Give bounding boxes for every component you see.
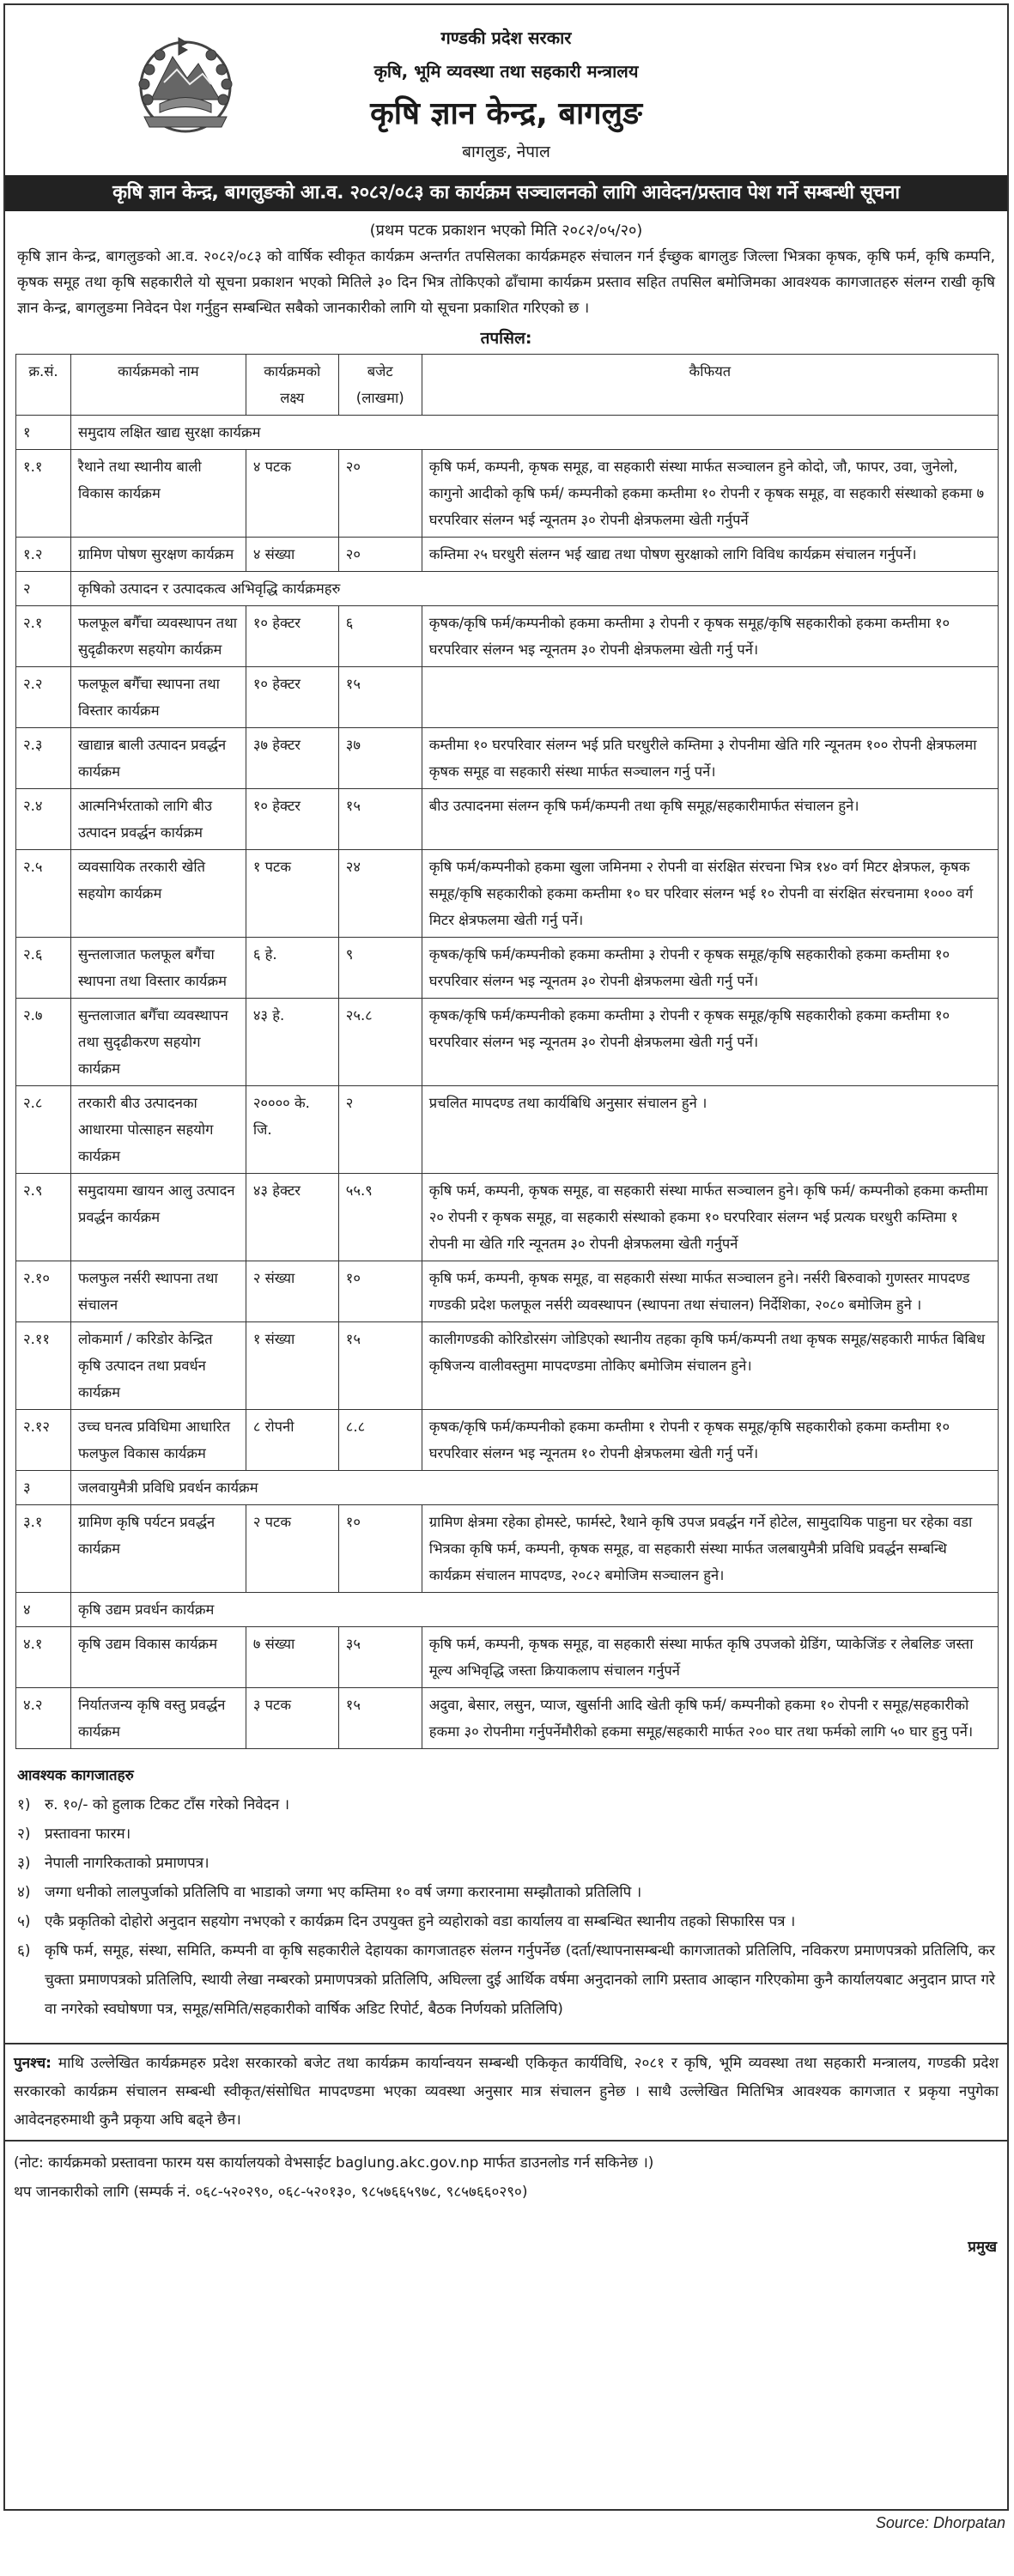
cell-serial: २.१२: [16, 1410, 71, 1471]
cell-remarks: कृषि फर्म/कम्पनीको हकमा खुला जमिनमा २ रोपनी वा संरक्षित संरचना भित्र १४० वर्ग मिटर क्षेत्रफल, कृषक समूह/कृषि सहकारीको हकमा कम्तीमा १० घर परिवार संलग्न भई १० रोपनी वा संरक्षित संरचनामा १००० वर्ग मिटर क्षेत्रफलमा खेती गर्नु पर्ने।: [422, 850, 998, 938]
cell-serial: २.६: [16, 938, 71, 999]
cell-serial: १.१: [16, 450, 71, 538]
cell-program-name: फलफूल बगैँचा स्थापना तथा विस्तार कार्यक्रम: [70, 667, 246, 728]
cell-program-name: फलफुल नर्सरी स्थापना तथा संचालन: [70, 1261, 246, 1322]
cell-budget: २: [338, 1086, 422, 1174]
cell-budget: १५: [338, 667, 422, 728]
cell-budget: ३५: [338, 1627, 422, 1688]
note-contact: थप जानकारीको लागि (सम्पर्क नं. ०६८-५२०२९०, ०६८-५२०१३०, ९८५७६६५९७८, ९८५७६६०२९०): [14, 2184, 528, 2201]
cell-target: २ संख्या: [246, 1261, 338, 1322]
cell-program-name: सुन्तलाजात बगैँचा व्यवस्थापन तथा सुदृढीकरण सहयोग कार्यक्रम: [70, 999, 246, 1086]
cell-target: १० हेक्टर: [246, 606, 338, 667]
cell-target: ४ संख्या: [246, 538, 338, 572]
cell-program-name: उच्च घनत्व प्रविधिमा आधारित फलफुल विकास कार्यक्रम: [70, 1410, 246, 1471]
cell-budget: ६: [338, 606, 422, 667]
cell-remarks: कृषक/कृषि फर्म/कम्पनीको हकमा कम्तीमा ३ रोपनी र कृषक समूह/कृषि सहकारीको हकमा कम्तीमा १० घरपरिवार संलग्न भइ न्यूनतम ३० रोपनी क्षेत्रफलमा खेती गर्नु पर्ने।: [422, 606, 998, 667]
list-item: [17, 1849, 995, 1878]
cell-remarks: कम्तिमा २५ घरधुरी संलग्न भई खाद्य तथा पोषण सुरक्षाको लागि विविध कार्यक्रम संचालन गर्नुपर्ने।: [422, 538, 998, 572]
cell-serial: २.३: [16, 728, 71, 789]
list-item-text: कृषि फर्म, समूह, संस्था, समिति, कम्पनी वा कृषि सहकारीले देहायका कागजातहरु संलग्न गर्नुपर्नेछ (दर्ता/स्थापनासम्बन्धी कागजातको प्रतिलिपि, नविकरण प्रमाणपत्रको प्रतिलिपि, कर चुक्ता प्रमाणपत्रको प्रतिलिपि, स्थायी लेखा नम्बरको प्रमाणपत्रको प्रतिलिपि, अघिल्ला दुई आर्थिक वर्षमा अनुदानको लागि प्रस्ताव आव्हान गरिएकोमा कुनै कार्यालयबाट अनुदान प्राप्त गरे वा नगरेको स्वघोषणा पत्र, समूह/समिति/सहकारीको वार्षिक अडिट रिपोर्ट, बैठक निर्णयको प्रतिलिपि): [45, 1942, 995, 2018]
header-program-name: कार्यक्रमको नाम: [70, 355, 246, 416]
cell-remarks: ग्रामिण क्षेत्रमा रहेका होमस्टे, फार्मस्टे, रैथाने कृषि उपज प्रवर्द्धन गर्ने होटेल, सामुदायिक पाहुना घर रहेका वडा भित्रका कृषि फर्म, कम्पनी, कृषक समूह, वा सहकारी संस्था मार्फत जलबायुमैत्री प्रविधि प्रवर्द्धन सम्बन्धि कार्यक्रम संचालन मापदण्ड, २०८२ बमोजिम सञ्चालन हुने।: [422, 1505, 998, 1593]
cell-remarks: कृषि फर्म, कम्पनी, कृषक समूह, वा सहकारी संस्था मार्फत सञ्चालन हुने। कृषि फर्म/ कम्पनीको हकमा कम्तीमा २० रोपनी र कृषक समूह, वा सहकारी संस्थाको हकमा १० घरपरिवार संलग्न भई प्रत्यक घरधुरी कम्तिमा १ रोपनी मा खेति गरि न्यूनतम ३० रोपनी क्षेत्रफलमा खेती गर्नुपर्ने: [422, 1174, 998, 1261]
intro-paragraph: कृषि ज्ञान केन्द्र, बागलुङको आ.व. २०८२/०८३ को वार्षिक स्वीकृत कार्यक्रम अन्तर्गत तपसिलका कार्यक्रमहरु संचालन गर्न ईच्छुक बागलुङ जिल्ला भित्रका कृषक, कृषि फर्म, कृषि कम्पनि, कृषक समूह तथा कृषि सहकारीले यो सूचना प्रकाशन भएको मितिले ३० दिन भित्र तोकिएको ढाँचामा कार्यक्रम प्रस्ताव सहित तपसिल बमोजिमका आवश्यक कागजातहरु संलग्न राखी कृषि ज्ञान केन्द्र, बागलुङमा निवेदन पेश गर्नुहुन सम्बन्धित सबैको जानकारीको लागि यो सूचना प्रकाशित गरिएको छ ।: [17, 248, 995, 317]
cell-remarks: कृषक/कृषि फर्म/कम्पनीको हकमा कम्तीमा ३ रोपनी र कृषक समूह/कृषि सहकारीको हकमा कम्तीमा १० घरपरिवार संलग्न भइ न्यूनतम ३० रोपनी क्षेत्रफलमा खेती गर्नु पर्ने।: [422, 938, 998, 999]
cell-budget: १५: [338, 1322, 422, 1410]
office-name: कृषि ज्ञान केन्द्र, बागलुङ: [370, 96, 642, 131]
cell-budget: ३७: [338, 728, 422, 789]
cell-budget: १०: [338, 1261, 422, 1322]
section-title: कृषि उद्यम प्रवर्धन कार्यक्रम: [70, 1593, 998, 1627]
cell-budget: २५.८: [338, 999, 422, 1086]
table-row: [16, 938, 999, 999]
postscript-text: माथि उल्लेखित कार्यक्रमहरु प्रदेश सरकारको बजेट तथा कार्यक्रम कार्यान्वयन सम्बन्धी एकिकृत कार्यविधि, २०८१ र कृषि, भूमि व्यवस्था तथा सहकारी मन्त्रालय, गण्डकी प्रदेश सरकारको कार्यक्रम संचालन सम्बन्धी स्वीकृत/संसोधित मापदण्डमा भएका व्यवस्था अनुसार मात्र संचालन हुनेछ । साथै उल्लेखित मितिभित्र आवश्यक कागजात र प्रकृया नपुगेका आवेदनहरुमाथी कुनै प्रकृया अघि बढ्ने छैन।: [14, 2055, 999, 2129]
cell-program-name: समुदायमा खायन आलु उत्पादन प्रवर्द्धन कार्यक्रम: [70, 1174, 246, 1261]
list-item-number: ५): [17, 1913, 31, 1930]
cell-program-name: लोकमार्ग / करिडोर केन्द्रित कृषि उत्पादन तथा प्रवर्धन कार्यक्रम: [70, 1322, 246, 1410]
section-number: ३: [16, 1471, 71, 1505]
required-documents-title: आवश्यक कागजातहरु: [17, 1767, 134, 1784]
list-item-text: एकै प्रकृतिको दोहोरो अनुदान सहयोग नभएको र कार्यक्रम दिन उपयुक्त हुने व्यहोराको वडा कार्यालय वा सम्बन्धित स्थानीय तहको सिफारिस पत्र ।: [45, 1913, 796, 1930]
cell-budget: २०: [338, 538, 422, 572]
section-row: [16, 1593, 999, 1627]
section-title: कृषिको उत्पादन र उत्पादकत्व अभिवृद्धि कार्यक्रमहरु: [70, 572, 998, 606]
cell-budget: १०: [338, 1505, 422, 1593]
cell-target: २ पटक: [246, 1505, 338, 1593]
postscript-label: पुनश्च:: [14, 2055, 52, 2072]
table-row: [16, 1627, 999, 1688]
cell-target: १ संख्या: [246, 1322, 338, 1410]
table-body: [16, 416, 999, 1749]
cell-program-name: फलफूल बगैँचा व्यवस्थापन तथा सुदृढीकरण सहयोग कार्यक्रम: [70, 606, 246, 667]
table-row: [16, 1322, 999, 1410]
cell-serial: २.१: [16, 606, 71, 667]
table-row: [16, 606, 999, 667]
table-row: [16, 1086, 999, 1174]
cell-program-name: खाद्यान्न बाली उत्पादन प्रवर्द्धन कार्यक्रम: [70, 728, 246, 789]
cell-target: १० हेक्टर: [246, 667, 338, 728]
cell-remarks: प्रचलित मापदण्ड तथा कार्यबिधि अनुसार संचालन हुने ।: [422, 1086, 998, 1174]
cell-serial: २.५: [16, 850, 71, 938]
cell-remarks: अदुवा, बेसार, लसुन, प्याज, खुर्सानी आदि खेती कृषि फर्म/ कम्पनीको हकमा १० रोपनी र समूह/सहकारीको हकमा ३० रोपनीमा गर्नुपर्नेमौरीको हकमा समूह/सहकारी मार्फत २०० घार तथा फर्मको लागि ५० घार हुनु पर्ने।: [422, 1688, 998, 1749]
cell-remarks: [422, 667, 998, 728]
cell-target: ३ पटक: [246, 1688, 338, 1749]
cell-serial: २.४: [16, 789, 71, 850]
cell-target: ४३ हेक्टर: [246, 1174, 338, 1261]
cell-budget: ९: [338, 938, 422, 999]
table-row: [16, 999, 999, 1086]
cell-remarks: कृषि फर्म, कम्पनी, कृषक समूह, वा सहकारी संस्था मार्फत सञ्चालन हुने। नर्सरी बिरुवाको गुणस्तर मापदण्ड गण्डकी प्रदेश फलफूल नर्सरी व्यवस्थापन (स्थापना तथा संचालन) निर्देशिका, २०८० बमोजिम हुने ।: [422, 1261, 998, 1322]
cell-target: ४३ हे.: [246, 999, 338, 1086]
cell-target: ८ रोपनी: [246, 1410, 338, 1471]
section-row: [16, 416, 999, 450]
ministry-name: कृषि, भूमि व्यवस्था तथा सहकारी मन्त्रालय: [373, 61, 639, 82]
cell-program-name: तरकारी बीउ उत्पादनका आधारमा पोत्साहन सहयोग कार्यक्रम: [70, 1086, 246, 1174]
cell-remarks: कालीगण्डकी कोरिडोरसंग जोडिएको स्थानीय तहका कृषि फर्म/कम्पनी तथा कृषक समूह/सहकारी मार्फत बिबिध कृषिजन्य वालीवस्तुमा मापदण्डमा तोकिए बमोजिम संचालन हुने।: [422, 1322, 998, 1410]
section-number: १: [16, 416, 71, 450]
cell-serial: १.२: [16, 538, 71, 572]
cell-serial: २.११: [16, 1322, 71, 1410]
source-credit: Source: Dhorpatan: [875, 2514, 1005, 2531]
section-title: समुदाय लक्षित खाद्य सुरक्षा कार्यक्रम: [70, 416, 998, 450]
cell-serial: २.७: [16, 999, 71, 1086]
cell-remarks: कृषक/कृषि फर्म/कम्पनीको हकमा कम्तीमा १ रोपनी र कृषक समूह/कृषि सहकारीको हकमा कम्तीमा १० घरपरिवार संलग्न भइ न्यूनतम १० रोपनी क्षेत्रफलमा खेती गर्नु पर्ने।: [422, 1410, 998, 1471]
cell-budget: २०: [338, 450, 422, 538]
cell-program-name: सुन्तलाजात फलफूल बगैंचा स्थापना तथा विस्तार कार्यक्रम: [70, 938, 246, 999]
cell-program-name: रैथाने तथा स्थानीय बाली विकास कार्यक्रम: [70, 450, 246, 538]
section-title: जलवायुमैत्री प्रविधि प्रवर्धन कार्यक्रम: [70, 1471, 998, 1505]
signature-title: प्रमुख: [968, 2239, 997, 2256]
table-row: [16, 850, 999, 938]
cell-target: ७ संख्या: [246, 1627, 338, 1688]
table-row: [16, 1410, 999, 1471]
cell-serial: २.९: [16, 1174, 71, 1261]
cell-program-name: आत्मनिर्भरताको लागि बीउ उत्पादन प्रवर्द्धन कार्यक्रम: [70, 789, 246, 850]
header-budget: बजेट (लाखमा): [338, 355, 422, 416]
cell-target: ३७ हेक्टर: [246, 728, 338, 789]
table-row: [16, 728, 999, 789]
cell-target: १ पटक: [246, 850, 338, 938]
list-item: [17, 1936, 995, 2024]
cell-remarks: कृषि फर्म, कम्पनी, कृषक समूह, वा सहकारी संस्था मार्फत कृषि उपजको ग्रेडिंग, प्याकेजिंङ र लेबलिङ जस्ता मूल्य अभिवृद्धि जस्ता क्रियाकलाप संचालन गर्नुपर्ने: [422, 1627, 998, 1688]
note-website: (नोट: कार्यक्रमको प्रस्तावना फारम यस कार्यालयको वेभसाईट baglung.akc.gov.np मार्फत डाउनलोड गर्न सकिनेछ ।): [14, 2154, 654, 2172]
letterhead: [5, 5, 1007, 175]
cell-budget: २४: [338, 850, 422, 938]
table-row: [16, 667, 999, 728]
postscript: [5, 2043, 1007, 2142]
cell-budget: १५: [338, 1688, 422, 1749]
table-row: [16, 1688, 999, 1749]
cell-serial: ३.१: [16, 1505, 71, 1593]
list-item: [17, 1820, 995, 1849]
table-row: [16, 538, 999, 572]
publication-date: (प्रथम पटक प्रकाशन भएको मिति २०८२/०५/२०): [369, 222, 643, 240]
cell-program-name: कृषि उद्यम विकास कार्यक्रम: [70, 1627, 246, 1688]
cell-remarks: कृषक/कृषि फर्म/कम्पनीको हकमा कम्तीमा ३ रोपनी र कृषक समूह/कृषि सहकारीको हकमा कम्तीमा १० घरपरिवार संलग्न भइ न्यूनतम ३० रोपनी क्षेत्रफलमा खेती गर्नु पर्ने।: [422, 999, 998, 1086]
section-row: [16, 1471, 999, 1505]
list-item-number: ६): [17, 1942, 31, 1959]
table-row: [16, 1505, 999, 1593]
cell-remarks: कृषि फर्म, कम्पनी, कृषक समूह, वा सहकारी संस्था मार्फत सञ्चालन हुने कोदो, जौ, फापर, उवा, जुनेलो, कागुनो आदीको कृषि फर्म/ कम्पनीको हकमा कम्तीमा १० रोपनी र कृषक समूह, वा सहकारी संस्थाको हकमा ७ घरपरिवार संलग्न भई न्यूनतम ३० रोपनी क्षेत्रफलमा खेती गर्नुपर्ने: [422, 450, 998, 538]
list-item-text: प्रस्तावना फारम।: [45, 1826, 131, 1843]
cell-serial: २.२: [16, 667, 71, 728]
table-row: [16, 1174, 999, 1261]
cell-budget: ५५.९: [338, 1174, 422, 1261]
header-serial: क्र.सं.: [16, 355, 71, 416]
list-item-number: १): [17, 1796, 31, 1814]
header-remarks: कैफियत: [422, 355, 998, 416]
table-row: [16, 789, 999, 850]
section-number: २: [16, 572, 71, 606]
province-government: गण्डकी प्रदेश सरकार: [440, 27, 572, 48]
cell-budget: ८.८: [338, 1410, 422, 1471]
list-item-number: ३): [17, 1855, 31, 1872]
cell-target: ६ हे.: [246, 938, 338, 999]
list-item: [17, 1878, 995, 1907]
cell-budget: १५: [338, 789, 422, 850]
list-item-number: २): [17, 1826, 31, 1843]
office-location: बागलुङ, नेपाल: [462, 143, 550, 161]
list-item-text: नेपाली नागरिकताको प्रमाणपत्र।: [45, 1855, 209, 1872]
required-documents: [5, 1749, 1007, 2024]
list-item: [17, 1907, 995, 1936]
cell-serial: ४.१: [16, 1627, 71, 1688]
notice-title: कृषि ज्ञान केन्द्र, बागलुङको आ.व. २०८२/०८३ का कार्यक्रम सञ्चालनको लागि आवेदन/प्रस्ताव पेश गर्ने सम्बन्धी सूचना: [5, 175, 1007, 211]
program-table: [15, 354, 999, 1749]
header-target: कार्यक्रमको लक्ष्य: [246, 355, 338, 416]
list-item: [17, 1790, 995, 1820]
list-item-text: रु. १०/- को हुलाक टिकट टाँस गरेको निवेदन ।: [45, 1796, 290, 1814]
table-row: [16, 1261, 999, 1322]
cell-remarks: बीउ उत्पादनमा संलग्न कृषि फर्म/कम्पनी तथा कृषि समूह/सहकारीमार्फत संचालन हुने।: [422, 789, 998, 850]
table-row: [16, 450, 999, 538]
cell-program-name: निर्यातजन्य कृषि वस्तु प्रवर्द्धन कार्यक्रम: [70, 1688, 246, 1749]
section-number: ४: [16, 1593, 71, 1627]
table-header-row: [16, 355, 999, 416]
cell-serial: २.१०: [16, 1261, 71, 1322]
cell-serial: २.८: [16, 1086, 71, 1174]
list-item-text: जग्गा धनीको लालपुर्जाको प्रतिलिपि वा भाडाको जग्गा भए कम्तिमा १० वर्ष जग्गा करारनामा सम्झौताको प्रतिलिपि ।: [45, 1884, 642, 1901]
section-row: [16, 572, 999, 606]
details-heading: तपसिल:: [480, 329, 532, 348]
cell-target: १० हेक्टर: [246, 789, 338, 850]
notice-page: [3, 3, 1009, 2511]
required-documents-list: [17, 1790, 995, 2024]
cell-program-name: ग्रामिण कृषि पर्यटन प्रवर्द्धन कार्यक्रम: [70, 1505, 246, 1593]
cell-program-name: व्यवसायिक तरकारी खेति सहयोग कार्यक्रम: [70, 850, 246, 938]
cell-target: २०००० के. जि.: [246, 1086, 338, 1174]
cell-serial: ४.२: [16, 1688, 71, 1749]
cell-remarks: कम्तीमा १० घरपरिवार संलग्न भई प्रति घरधुरीले कम्तिमा ३ रोपनीमा खेति गरि न्यूनतम १०० रोपनी क्षेत्रफलमा कृषक समूह वा सहकारी संस्था मार्फत सञ्चालन गर्नु पर्ने।: [422, 728, 998, 789]
list-item-number: ४): [17, 1884, 31, 1901]
cell-target: ४ पटक: [246, 450, 338, 538]
note-section: [5, 2142, 1007, 2207]
cell-program-name: ग्रामिण पोषण सुरक्षण कार्यक्रम: [70, 538, 246, 572]
